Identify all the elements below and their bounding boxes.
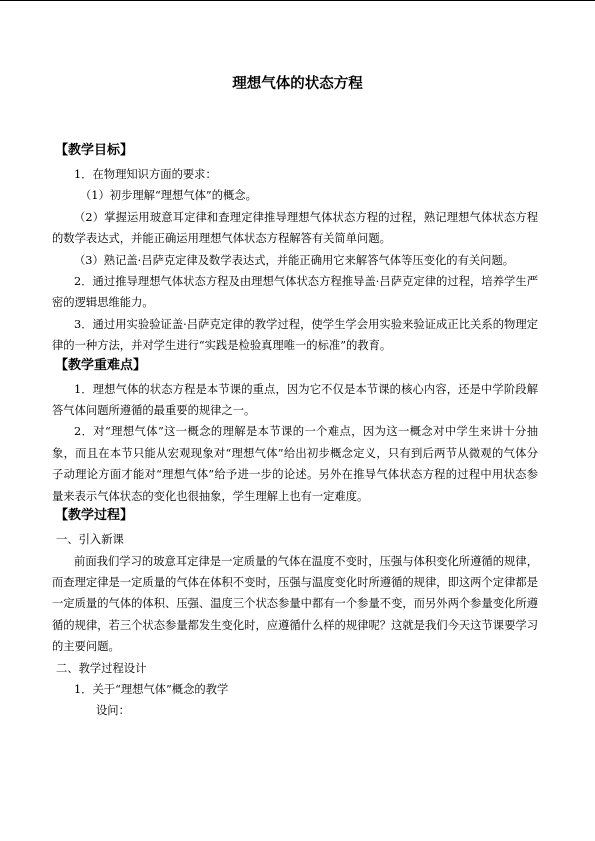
section-heading-process: 【教学过程】 [55,508,134,524]
process-design-title: 二、教学过程设计 [56,661,147,675]
goal-item-3: 3．通过用实验验证盖·吕萨克定律的教学过程，使学生学会用实验来验证成正比关系的物理定律的一种方法，并对学生进行“实践是检验真理唯一的标准”的教育。 [52,317,538,353]
keypoint-item-1: 1．理想气体的状态方程是本节课的重点，因为它不仅是本节课的核心内容，还是中学阶段解答气体问题所遵循的最重要的规律之一。 [52,382,538,418]
goal-item-1-1: （1）初步理解“理想气体”的概念。 [80,189,257,203]
goal-item-1: 1．在物理知识方面的要求： [74,168,217,181]
document-body [52,142,538,722]
goal-item-1-2: （2）掌握运用玻意耳定律和查理定律推导理想气体状态方程的过程，熟记理想气体状态方程的数学表达式，并能正确运用理想气体状态方程解答有关简单问题。 [52,210,538,246]
page-title: 理想气体的状态方程 [232,76,363,92]
process-design-item: 1．关于“理想气体”概念的教学 [74,682,229,696]
section-heading-keypoints: 【教学重难点】 [55,357,147,373]
goal-item-2: 2．通过推导理想气体状态方程及由理想气体状态方程推导盖·吕萨克定律的过程，培养学生严密的逻辑思维能力。 [52,275,538,310]
goal-item-1-3: （3）熟记盖·吕萨克定律及数学表达式，并能正确用它来解答气体等压变化的有关问题。 [74,253,515,267]
page-top-border [0,0,595,1]
keypoint-item-2: 2．对“理想气体”这一概念的理解是本节课的一个难点，因为这一概念对中学生来讲十分抽象，而且在本节只能从宏观现象对“理想气体”给出初步概念定义，只有到后两节从微观的气体分子动理论方面才能对“理想气体”给予进一步的论述。另外在推导气体状态方程的过程中用状态参量来表示气体状态的变化也很抽象，学生理解上也有一定难度。 [52,425,538,503]
process-intro-title: 一、引入新课 [56,533,124,547]
process-intro-text: 前面我们学习的玻意耳定律是一定质量的气体在温度不变时，压强与体积变化所遵循的规律，而查理定律是一定质量的气体在体积不变时，压强与温度变化时所遵循的规律，即这两个定律都是一定质量的气体的体积、压强、温度三个状态参量中都有一个参量不变，而另外两个参量变化所遵循的规律，若三个状态参量都发生变化时，应遵循什么样的规律呢？这就是我们今天这节课要学习的主要问题。 [52,554,538,654]
section-heading-goals: 【教学目标】 [55,143,134,158]
process-design-sub: 设问： [96,704,130,718]
